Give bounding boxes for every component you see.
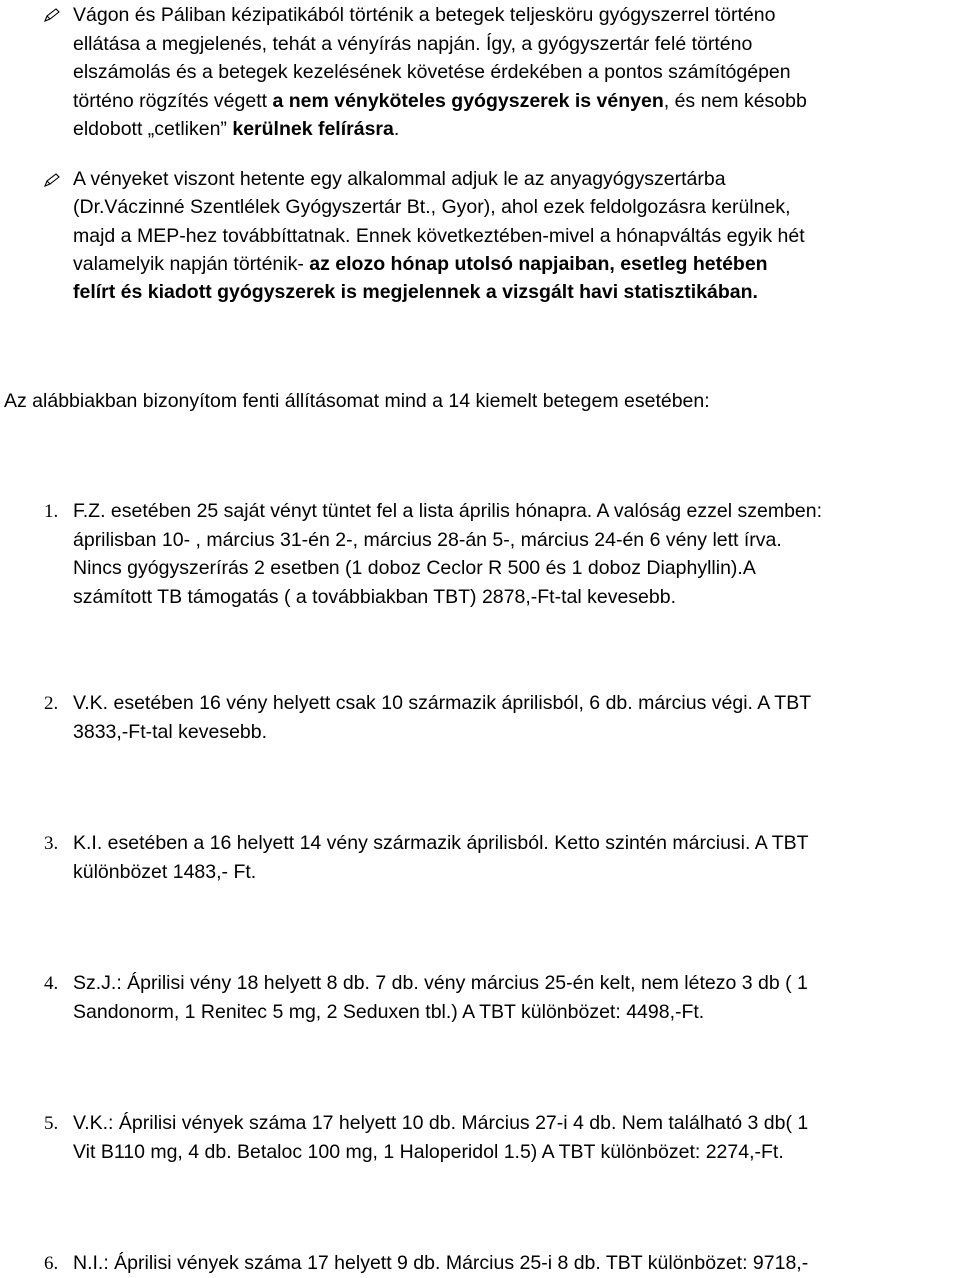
text-line: Sz.J.: Áprilisi vény 18 helyett 8 db. 7 db. vény március 25-én kelt, nem létezo 3 db ( 1 — [73, 972, 808, 994]
list-item-number: 3. — [44, 833, 59, 854]
text-line: Vágon és Páliban kézipatikából történik a betegek teljesköru gyógyszerrel történo — [73, 4, 776, 26]
text-line: Vit B110 mg, 4 db. Betaloc 100 mg, 1 Haloperidol 1.5) A TBT különbözet: 2274,-Ft. — [73, 1140, 784, 1163]
text-segment: történo rögzítés végett — [73, 90, 273, 112]
list-item-number: 4. — [44, 973, 59, 994]
text-line: ellátása a megjelenés, tehát a vényírás napján. Így, a gyógyszertár felé történo — [73, 33, 753, 55]
text-line: áprilisban 10- , március 31-én 2-, március 28-án 5-, március 24-én 6 vény lett írva. — [73, 528, 782, 551]
list-item-number: 6. — [44, 1253, 59, 1274]
text-line: Nincs gyógyszerírás 2 esetben (1 doboz Ceclor R 500 és 1 doboz Diaphyllin).A — [73, 557, 756, 579]
text-line: K.I. esetében a 16 helyett 14 vény származik áprilisból. Ketto szintén márciusi. A TBT — [73, 832, 809, 854]
text-line: majd a MEP-hez továbbíttatnak. Ennek következtében-mivel a hónapváltás egyik hét — [73, 225, 805, 247]
text-segment: . — [393, 118, 400, 140]
text-line: számított TB támogatás ( a továbbiakban TBT) 2878,-Ft-tal kevesebb. — [73, 585, 676, 608]
list-item-number: 5. — [44, 1113, 59, 1134]
text-line — [73, 250, 768, 279]
text-line: felírt és kiadott gyógyszerek is megjelennek a vizsgált havi statisztikában. — [73, 281, 758, 303]
text-line: elszámolás és a betegek kezelésének követése érdekében a pontos számítógépen — [73, 61, 791, 83]
text-segment: , és nem késobb — [663, 90, 807, 112]
text-segment: eldobott „cetliken” — [73, 118, 233, 140]
text-line: (Dr.Váczinné Szentlélek Gyógyszertár Bt., Gyor), ahol ezek feldolgozásra kerülnek, — [73, 196, 791, 218]
bold-text-segment: kerülnek felírásra — [232, 118, 394, 140]
text-line: Sandonorm, 1 Renitec 5 mg, 2 Seduxen tbl.) A TBT különbözet: 4498,-Ft. — [73, 1000, 705, 1023]
bold-text-segment: az elozo hónap utolsó napjaiban, esetleg hetében — [309, 253, 768, 275]
text-line: A vényeket viszont hetente egy alkalommal adjuk le az anyagyógyszertárba — [73, 168, 726, 190]
text-line: N.I.: Áprilisi vények száma 17 helyett 9 db. Március 25-i 8 db. TBT különbözet: 9718,- — [73, 1252, 809, 1274]
list-item-number: 1. — [44, 501, 59, 522]
bold-text-segment: a nem vényköteles gyógyszerek is vényen — [272, 90, 664, 112]
text-line: V.K.: Áprilisi vények száma 17 helyett 10 db. Március 27-i 4 db. Nem található 3 db( 1 — [73, 1112, 809, 1134]
text-segment: valamelyik napján történik- — [73, 253, 310, 275]
text-line: V.K. esetében 16 vény helyett csak 10 származik áprilisból, 6 db. március végi. A TBT — [73, 692, 812, 714]
text-line: 3833,-Ft-tal kevesebb. — [73, 720, 268, 743]
pencil-bullet-icon — [44, 8, 60, 22]
text-line — [73, 115, 399, 144]
intro-sentence: Az alábbiakban bizonyítom fenti állításomat mind a 14 kiemelt betegem esetében: — [4, 390, 710, 412]
list-item-number: 2. — [44, 693, 59, 714]
text-line: különbözet 1483,- Ft. — [73, 860, 257, 883]
pencil-bullet-icon — [44, 173, 60, 187]
text-line: F.Z. esetében 25 saját vényt tüntet fel a lista április hónapra. A valóság ezzel szemben: — [73, 500, 823, 522]
text-line — [73, 87, 807, 116]
